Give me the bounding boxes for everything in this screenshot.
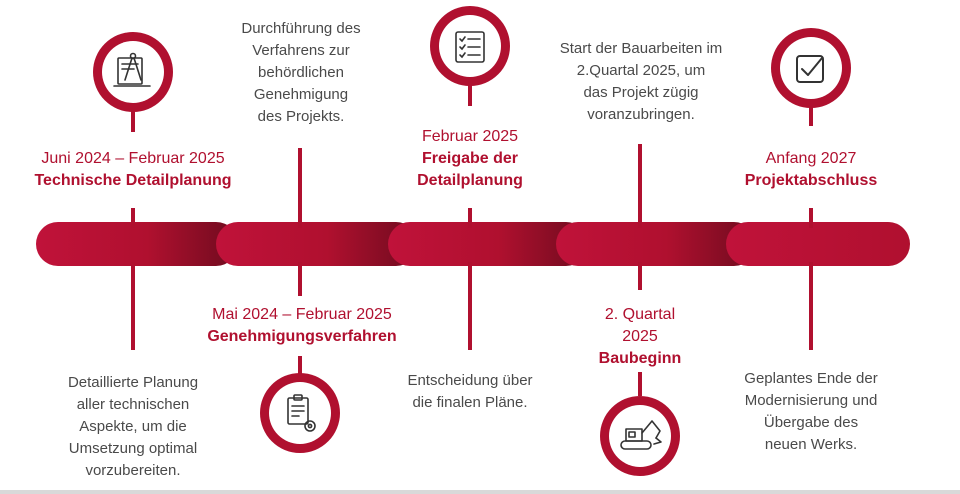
- milestone-2-title: Genehmigungsverfahren: [207, 328, 397, 345]
- timeline-segment-1: [36, 222, 238, 266]
- connector-3-up: [468, 208, 472, 228]
- milestone-3-description: Entscheidung über die finalen Pläne.: [407, 372, 533, 411]
- connector-1-up: [131, 208, 135, 228]
- milestone-5-title: Projektabschluss: [744, 172, 878, 189]
- connector-5-up: [809, 208, 813, 228]
- icon-badge-5: [771, 28, 851, 108]
- bottom-divider: [0, 490, 960, 494]
- timeline-segment-5: [726, 222, 910, 266]
- timeline-bar: [36, 222, 910, 266]
- connector-3-down: [468, 262, 472, 350]
- icon-badge-2: [260, 373, 340, 453]
- icon-badge-3: [430, 6, 510, 86]
- milestone-1-description: Detaillierte Planung aller technischen Aspekte, um die Umsetzung optimal vorzubereiten.: [67, 374, 199, 479]
- connector-4-down: [638, 262, 642, 290]
- milestone-3-date: Februar 2025: [421, 128, 519, 145]
- connector-3-icon: [468, 84, 472, 106]
- milestone-2-description: Durchführung des Verfahrens zur behördlichen Genehmigung des Projekts.: [241, 20, 361, 125]
- milestone-4-date-line1: 2. Quartal: [604, 306, 676, 323]
- milestone-4-description: Start der Bauarbeiten im 2.Quartal 2025, um das Projekt zügig voranzubringen.: [559, 40, 723, 123]
- milestone-5-description: Geplantes Ende der Modernisierung und Übergabe des neuen Werks.: [744, 370, 878, 453]
- connector-1-icon: [131, 110, 135, 132]
- milestone-1-title: Technische Detailplanung: [34, 172, 232, 189]
- connector-4-icon: [638, 372, 642, 396]
- icon-badge-4: [600, 396, 680, 476]
- milestone-2-date: Mai 2024 – Februar 2025: [212, 306, 392, 323]
- connector-2-up: [298, 148, 302, 228]
- timeline-segment-2: [216, 222, 418, 266]
- connector-5-down: [809, 262, 813, 350]
- milestone-3-title-line1: Freigabe der: [421, 150, 519, 167]
- milestone-3-title-line2: Detailplanung: [417, 172, 523, 189]
- connector-1-down: [131, 262, 135, 350]
- connector-4-up: [638, 144, 642, 228]
- milestone-1-date: Juni 2024 – Februar 2025: [41, 150, 225, 167]
- milestone-4-date-line2: 2025: [622, 328, 658, 345]
- icon-badge-1: [93, 32, 173, 112]
- milestone-5-date: Anfang 2027: [765, 150, 857, 167]
- milestone-4-title: Baubeginn: [598, 350, 682, 367]
- connector-2-down: [298, 262, 302, 296]
